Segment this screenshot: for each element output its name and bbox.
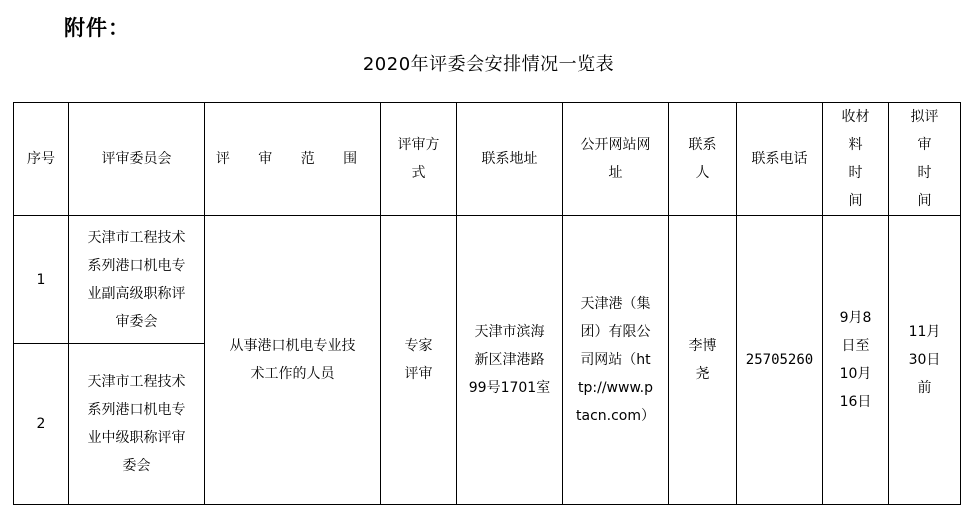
row-scope: 从事港口机电专业技 术工作的人员 (205, 216, 381, 505)
header-seq: 序号 (14, 103, 69, 216)
header-row (14, 103, 961, 216)
row-method: 专家 评审 (381, 216, 457, 505)
header-address: 联系地址 (457, 103, 563, 216)
header-phone: 联系电话 (737, 103, 823, 216)
row-committee: 天津市工程技术 系列港口机电专 业副高级职称评 审委会 (69, 216, 205, 344)
header-method: 评审方 式 (381, 103, 457, 216)
header-review-time: 拟评 审 时 间 (889, 103, 961, 216)
row-committee: 天津市工程技术 系列港口机电专 业中级职称评审 委会 (69, 344, 205, 505)
row-phone: 25705260 (737, 216, 823, 505)
row-review-time: 11月 30日 前 (889, 216, 961, 505)
header-website: 公开网站网 址 (563, 103, 669, 216)
header-committee: 评审委员会 (69, 103, 205, 216)
table-row (14, 216, 961, 344)
row-website: 天津港（集 团）有限公 司网站（ht tp://www.p tacn.com） (563, 216, 669, 505)
header-scope: 评 审 范 围 (205, 103, 381, 216)
row-contact: 李博 尧 (669, 216, 737, 505)
committee-schedule-table (13, 102, 961, 505)
row-seq: 2 (14, 344, 69, 505)
row-seq: 1 (14, 216, 69, 344)
page-title: 2020年评委会安排情况一览表 (362, 54, 615, 75)
attachment-label: 附件： (64, 16, 130, 40)
row-collect-time: 9月8 日至 10月 16日 (823, 216, 889, 505)
header-contact: 联系 人 (669, 103, 737, 216)
header-collect-time: 收材 料 时 间 (823, 103, 889, 216)
row-address: 天津市滨海 新区津港路 99号1701室 (457, 216, 563, 505)
